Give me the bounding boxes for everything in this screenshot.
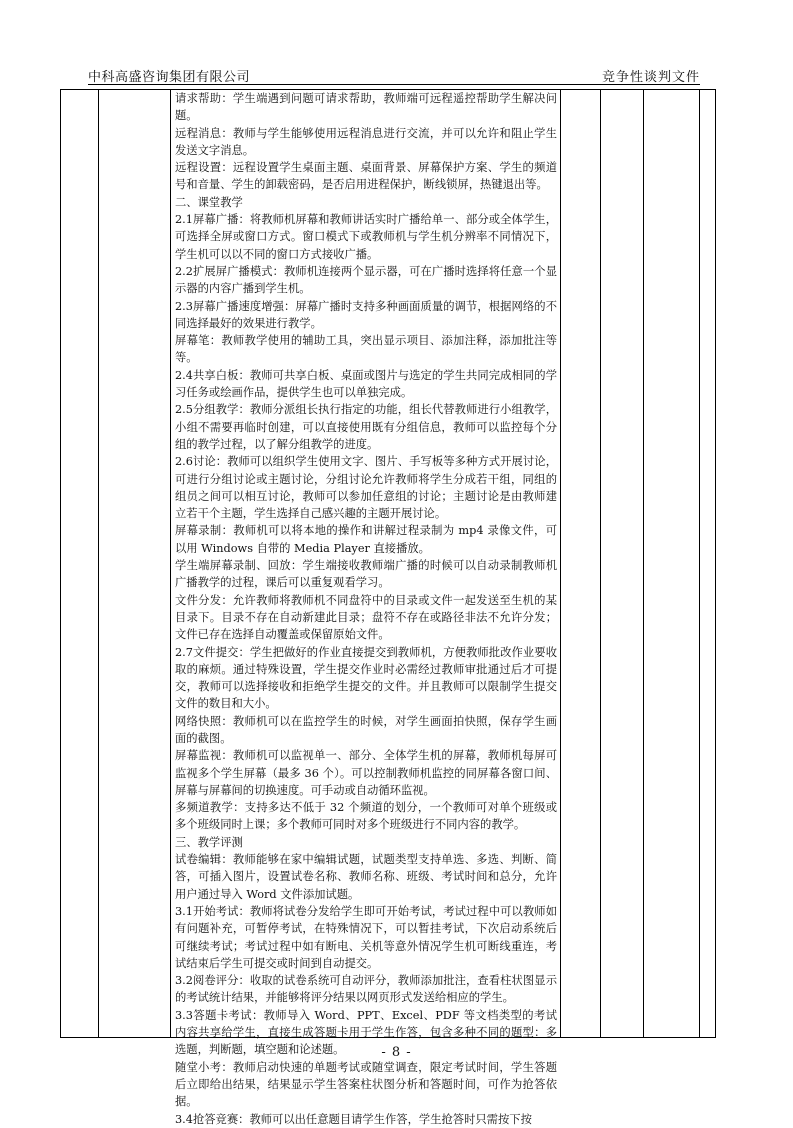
paragraph: 网络快照：教师机可以在监控学生的时候，对学生画面拍快照，保存学生画面的截图。 — [175, 714, 557, 745]
paragraph: 2.3屏幕广播速度增强：屏幕广播时支持多种画面质量的调节，根据网络的不同选择最好的效果进行教学。 — [175, 299, 557, 330]
column-divider — [600, 90, 601, 1037]
column-divider — [170, 90, 171, 1037]
column-divider — [643, 90, 644, 1037]
paragraph: 试卷编辑：教师能够在家中编辑试题，试题类型支持单选、多选、判断、简答，可插入图片，设置试卷名称、教师名称、班级、考试时间和总分，允许用户通过导入 Word 文件添加试题。 — [175, 853, 557, 901]
paragraph: 多频道教学：支持多达不低于 32 个频道的划分，一个教师可对单个班级或多个班级同时上课；多个教师可同时对多个班级进行不同内容的教学。 — [175, 801, 557, 832]
paragraph: 3.4抢答竞赛：教师可以出任意题目请学生作答，学生抢答时只需按下按 — [175, 1112, 532, 1126]
paragraph: 2.4共享白板：教师可共享白板、桌面或图片与选定的学生共同完成相同的学习任务或绘画作品，提供学生也可以单独完成。 — [175, 368, 557, 400]
paragraph: 屏幕录制：教师机可以将本地的操作和讲解过程录制为 mp4 录像文件，可以用 Windows 自带的 Media Player 直接播放。 — [175, 524, 557, 555]
paragraph: 2.2扩展屏广播模式：教师机连接两个显示器，可在广播时选择将任意一个显示器的内容广播到学生机。 — [175, 264, 557, 296]
paragraph: 屏幕笔：教师教学使用的辅助工具，突出显示项目、添加注释，添加批注等等。 — [175, 334, 557, 365]
paragraph: 2.6讨论：教师可以组织学生使用文字、图片、手写板等多种方式开展讨论，可进行分组讨论或主题讨论，分组讨论允许教师将学生分成若干组，同组的组员之间可以相互讨论，教师可以参加任意组的讨论；主题讨论是由教师建立若干个主题，学生选择自己感兴趣的主题开展讨论。 — [175, 455, 557, 521]
page-header — [88, 64, 700, 85]
paragraph: 远程设置：远程设置学生桌面主题、桌面背景、屏幕保护方案、学生的频道号和音量、学生的卸载密码，是否启用进程保护，断线锁屏，热键退出等。 — [175, 161, 557, 192]
paragraph: 学生端屏幕录制、回放：学生端接收教师端广播的时候可以自动录制教师机广播教学的过程，课后可以重复观看学习。 — [175, 559, 557, 590]
spec-table — [60, 89, 716, 1126]
paragraph: 远程消息：教师与学生能够使用远程消息进行交流，并可以允许和阻止学生发送文字消息。 — [175, 126, 557, 157]
paragraph: 随堂小考：教师启动快速的单题考试或随堂调查，限定考试时间，学生答题后立即给出结果，结果显示学生答案柱状图分析和答题时间，可作为抢答依据。 — [175, 1060, 557, 1109]
paragraph: 3.3答题卡考试：教师导入 Word、PPT、Excel、PDF 等文档类型的考试内容共享给学生，直接生成答题卡用于学生作答，包含多种不同的题型：多选题，判断题，填空题和论述题。 — [175, 1008, 557, 1057]
column-divider — [699, 90, 700, 1037]
paragraph: 文件分发：允许教师将教师机不同盘符中的目录或文件一起发送至生机的某目录下。目录不存在自动新建此目录；盘符不存在或路径非法不允许分发；文件已存在选择自动覆盖或保留原始文件。 — [175, 593, 557, 642]
section-heading: 三、教学评测 — [175, 835, 243, 849]
section-heading: 二、课堂教学 — [175, 195, 243, 209]
paragraph: 2.1屏幕广播：将教师机屏幕和教师讲话实时广播给单一、部分或全体学生，可选择全屏或窗口方式。窗口模式下或教师机与学生机分辨率不同情况下，学生机可以以不同的窗口方式接收广播。 — [175, 213, 557, 261]
paragraph: 3.2阅卷评分：收取的试卷系统可自动评分，教师添加批注，查看柱状图显示的考试统计结果，并能够将评分结果以网页形式发送给相应的学生。 — [175, 974, 557, 1005]
company-name: 中科高盛咨询集团有限公司 — [88, 70, 251, 85]
paragraph: 2.5分组教学：教师分派组长执行指定的功能，组长代替教师进行小组教学，小组不需要再临时创建，可以直接使用既有分组信息，教师可以监控每个分组的教学过程，以了解分组教学的进度。 — [175, 403, 557, 451]
page-number: - 8 - — [381, 1045, 412, 1060]
paragraph: 2.7文件提交：学生把做好的作业直接提交到教师机，方便教师批改作业要收取的麻烦。通过特殊设置，学生提交作业时必需经过教师审批通过后才可提交，教师可以选择接收和拒绝学生提交的文件。并且教师可以限制学生提交文件的数目和大小。 — [175, 645, 557, 711]
column-divider — [560, 90, 561, 1037]
paragraph: 3.1开始考试：教师将试卷分发给学生即可开始考试，考试过程中可以教师如有问题补充，可暂停考试，在特殊情况下，可以暂挂考试，下次启动系统后可继续考试；考试过程中如有断电、关机等意外情况学生机可断线重连，考试结束后学生可提交或时间到自动提交。 — [175, 904, 557, 970]
paragraph: 屏幕监视：教师机可以监视单一、部分、全体学生机的屏幕，教师机每屏可监视多个学生屏幕（最多 36 个）。可以控制教师机监控的同屏幕各窗口间、屏幕与屏幕间的切换速度。可手动或自动循环监视。 — [175, 749, 557, 797]
column-divider — [98, 90, 99, 1037]
requirements-cell — [175, 90, 557, 1128]
document-type: 竞争性谈判文件 — [601, 70, 700, 85]
paragraph: 请求帮助：学生端遇到问题可请求帮助，教师端可远程遥控帮助学生解决问题。 — [175, 92, 557, 123]
